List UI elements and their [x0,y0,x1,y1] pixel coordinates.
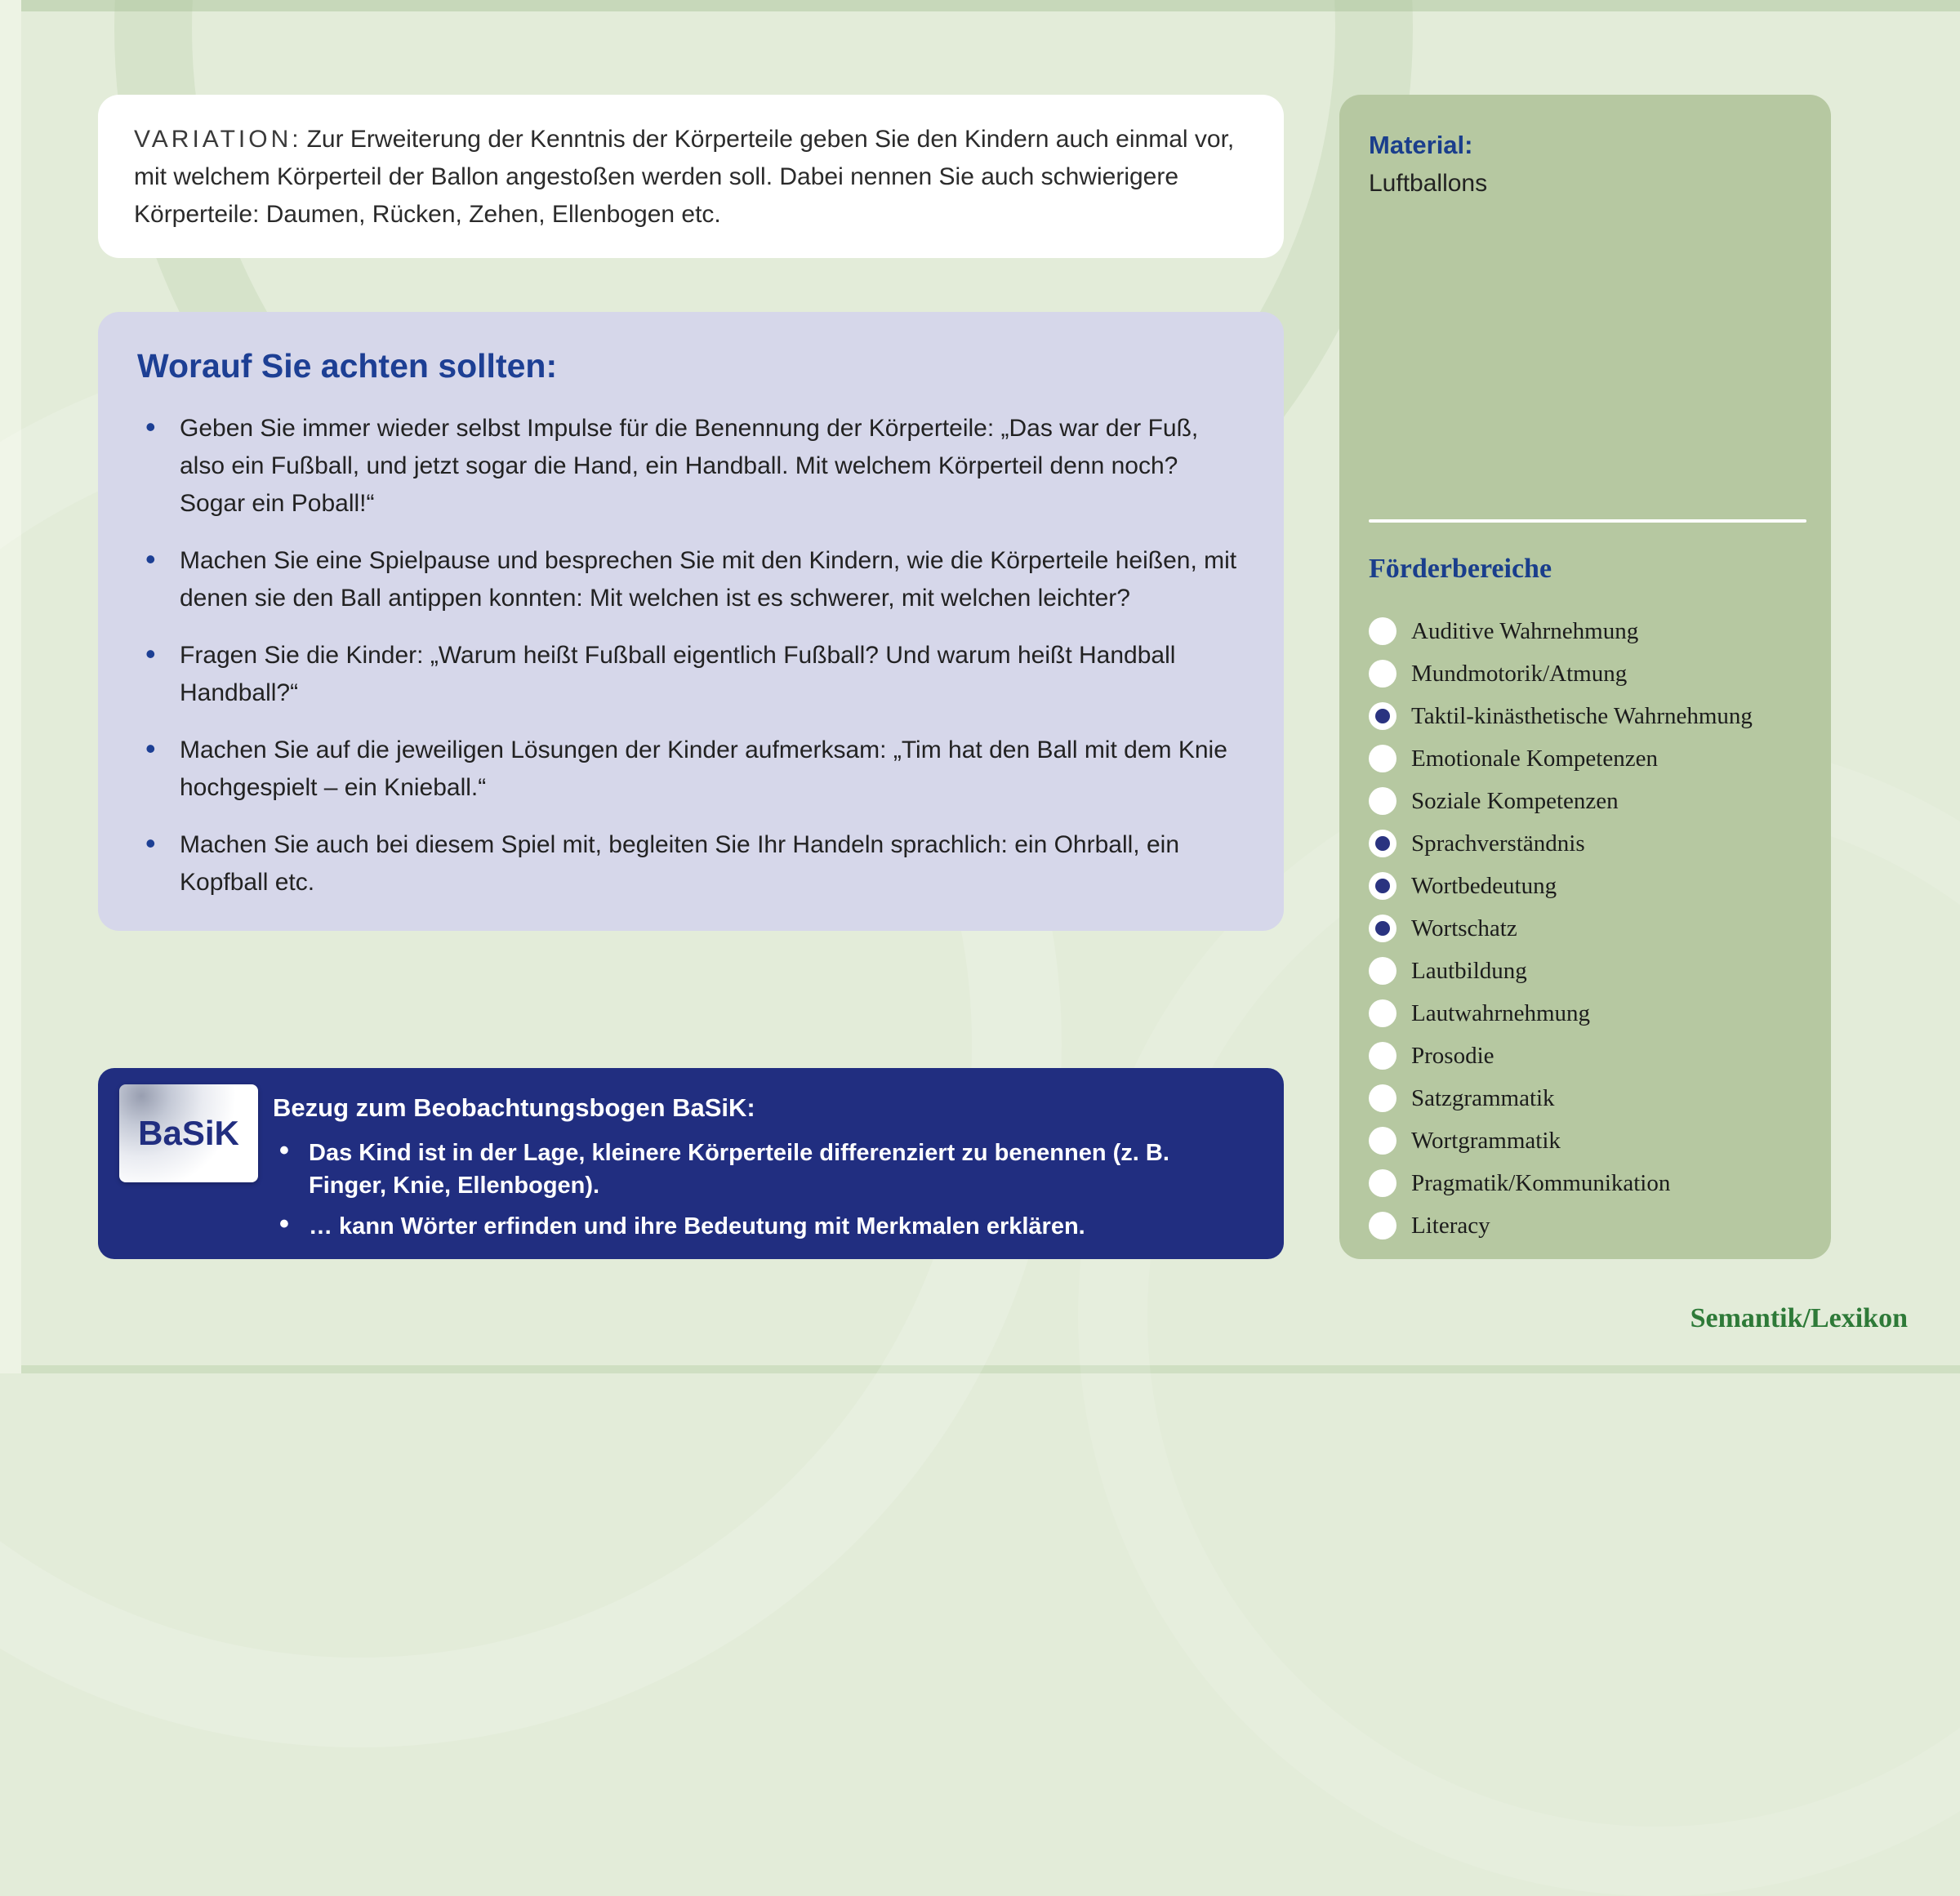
material-label: Material: [1369,131,1473,159]
radio-circle-icon [1369,660,1396,688]
foerder-item [1369,957,1818,985]
foerder-item [1369,999,1818,1027]
divider [1369,519,1806,523]
attention-bullet: • Fragen Sie die Kinder: „Warum heißt Fußball eigentlich Fußball? Und warum heißt Handball Handball?“ [137,637,1241,712]
foerder-item [1369,1169,1818,1197]
attention-bullet: • Machen Sie eine Spielpause und besprechen Sie mit den Kindern, wie die Körperteile heißen, mit denen sie den Ball antippen konnten: Mit welchen ist es schwerer, mit welchen leichter? [137,542,1241,617]
foerder-item [1369,617,1818,645]
foerder-item [1369,915,1818,942]
radio-circle-icon [1369,1212,1396,1240]
foerder-item [1369,1127,1818,1155]
foerder-item-label: Prosodie [1411,1042,1494,1069]
radio-circle-icon [1369,787,1396,815]
foerder-item-label: Lautbildung [1411,957,1527,984]
foerder-item [1369,1084,1818,1112]
radio-circle-icon [1369,702,1396,730]
radio-circle-icon [1369,745,1396,772]
foerder-item-label: Auditive Wahrnehmung [1411,617,1639,644]
foerder-item [1369,1042,1818,1070]
basik-bullet: • Das Kind ist in der Lage, kleinere Körperteile differenziert zu benennen (z. B. Finger, Knie, Ellenbogen). [273,1137,1248,1202]
foerder-list [1369,617,1818,1240]
radio-circle-icon [1369,1042,1396,1070]
variation-body: Zur Erweiterung der Kenntnis der Körperteile geben Sie den Kindern auch einmal vor, mit welchem Körperteil der Ballon angestoßen werden soll. Dabei nennen Sie auch schwierigere Körperteile: Daumen, Rücken, Zehen, Ellenbogen etc. [134,126,1235,228]
basik-bullet: • … kann Wörter erfinden und ihre Bedeutung mit Merkmalen erklären. [273,1210,1248,1243]
foerder-item [1369,745,1818,772]
variation-label: VARIATION: [134,126,302,153]
radio-circle-icon [1369,1169,1396,1197]
basik-list [273,1137,1248,1243]
attention-box [98,312,1284,931]
foerder-item-label: Soziale Kompetenzen [1411,787,1619,814]
attention-bullet: • Machen Sie auf die jeweiligen Lösungen der Kinder aufmerksam: „Tim hat den Ball mit dem Knie hochgespielt – ein Knieball.“ [137,732,1241,807]
variation-box [98,95,1284,258]
foerder-item-label: Wortschatz [1411,915,1517,941]
foerder-item [1369,660,1818,688]
material-value: Luftballons [1369,170,1488,197]
side-panel [1339,95,1831,1259]
background-texture-top [0,0,1960,11]
foerder-item-label: Lautwahrnehmung [1411,999,1591,1026]
attention-title: Worauf Sie achten sollten: [137,347,558,385]
attention-bullet: • Machen Sie auch bei diesem Spiel mit, begleiten Sie Ihr Handeln sprachlich: ein Ohrball, ein Kopfball etc. [137,826,1241,901]
radio-circle-icon [1369,617,1396,645]
basik-logo-text: BaSiK [138,1114,239,1152]
foerder-item [1369,787,1818,815]
foerder-item-label: Mundmotorik/Atmung [1411,660,1628,687]
foerder-item-label: Pragmatik/Kommunikation [1411,1169,1671,1196]
radio-circle-icon [1369,830,1396,857]
attention-bullet: • Geben Sie immer wieder selbst Impulse für die Benennung der Körperteile: „Das war der Fuß, also ein Fußball, und jetzt sogar die Hand, ein Handball. Mit welchem Körperteil denn noch? Sogar ein Poball!“ [137,410,1241,523]
foerder-item [1369,702,1818,730]
basik-logo [119,1084,258,1182]
attention-list [137,410,1241,901]
basik-title: Bezug zum Beobachtungsbogen BaSiK: [273,1093,755,1122]
radio-circle-icon [1369,915,1396,942]
foerder-item-label: Satzgrammatik [1411,1084,1555,1111]
radio-circle-icon [1369,1127,1396,1155]
foerder-item-label: Wortgrammatik [1411,1127,1561,1154]
foerder-item-label: Emotionale Kompetenzen [1411,745,1658,772]
background-texture-bottom [0,1365,1960,1373]
basik-box [98,1068,1284,1259]
category-label: Semantik/Lexikon [1690,1303,1908,1333]
radio-circle-icon [1369,1084,1396,1112]
radio-circle-icon [1369,957,1396,985]
variation-text [134,121,1248,234]
foerder-title: Förderbereiche [1369,554,1552,584]
radio-circle-icon [1369,999,1396,1027]
foerder-item [1369,830,1818,857]
foerder-item [1369,1212,1818,1240]
foerder-item [1369,872,1818,900]
foerder-item-label: Literacy [1411,1212,1490,1239]
radio-circle-icon [1369,872,1396,900]
background-texture-left [0,0,21,1373]
foerder-item-label: Wortbedeutung [1411,872,1557,899]
foerder-item-label: Sprachverständnis [1411,830,1585,857]
foerder-item-label: Taktil-kinästhetische Wahrnehmung [1411,702,1753,729]
